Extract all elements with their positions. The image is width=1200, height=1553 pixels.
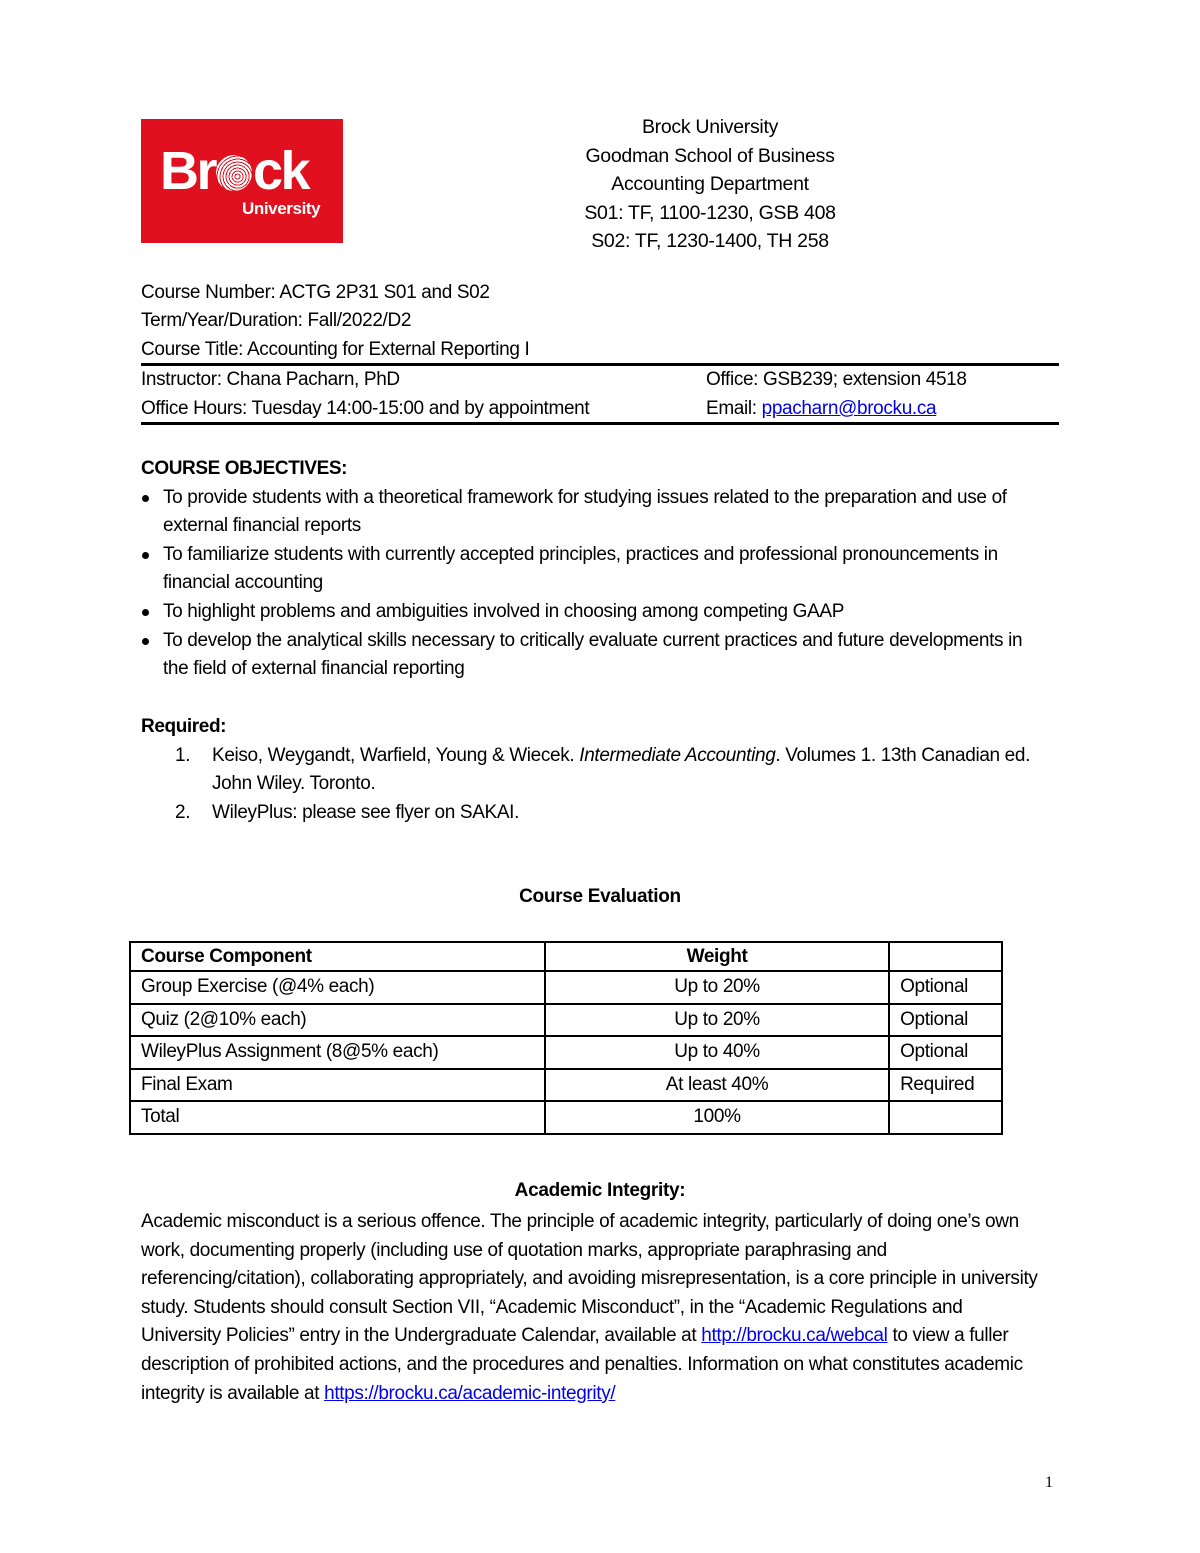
status-cell: Optional <box>889 1036 1002 1069</box>
brock-university-logo <box>141 119 343 243</box>
course-objectives <box>141 455 1041 684</box>
textbook-authors: Keiso, Weygandt, Warfield, Young & Wiecek. <box>212 744 580 766</box>
list-number: 1. <box>175 744 191 766</box>
logo-text-br: Br <box>160 141 216 201</box>
textbook-title: Intermediate Accounting <box>579 744 776 766</box>
weight-cell: 100% <box>545 1101 889 1134</box>
email-link[interactable]: ppacharn@brocku.ca <box>761 398 937 419</box>
weight-cell: At least 40% <box>545 1069 889 1102</box>
document-header <box>500 113 920 256</box>
course-info <box>141 279 1059 364</box>
column-header-component: Course Component <box>130 942 545 971</box>
component-cell: Group Exercise (@4% each) <box>130 971 545 1004</box>
header-school: Goodman School of Business <box>585 144 835 167</box>
page-number: 1 <box>1045 1474 1053 1491</box>
course-title: Course Title: Accounting for External Reporting I <box>141 338 530 360</box>
list-number: 2. <box>175 801 191 823</box>
objective-item: To provide students with a theoretical framework for studying issues related to the preparation and use of external financial reports <box>141 484 1041 541</box>
table-row <box>130 1004 1002 1037</box>
header-department: Accounting Department <box>611 173 809 196</box>
table-row-total <box>130 1101 1002 1134</box>
academic-integrity-link[interactable]: https://brocku.ca/academic-integrity/ <box>324 1382 616 1404</box>
webcal-link[interactable]: http://brocku.ca/webcal <box>701 1325 888 1347</box>
objective-item: To develop the analytical skills necessary to critically evaluate current practices and future developments in the field of external financial reporting <box>141 627 1041 684</box>
objective-item: To familiarize students with currently accepted principles, practices and professional pronouncements in financial accounting <box>141 541 1041 598</box>
column-header-weight: Weight <box>545 942 889 971</box>
required-list <box>141 742 1061 828</box>
weight-cell: Up to 40% <box>545 1036 889 1069</box>
header-section-s01: S01: TF, 1100-1230, GSB 408 <box>584 201 836 224</box>
integrity-text-2: to view a fuller description of prohibited actions, and the procedures and penalties. Information on what constitutes academic integrity is available at <box>141 1325 1023 1404</box>
component-cell: Quiz (2@10% each) <box>130 1004 545 1037</box>
course-number: Course Number: ACTG 2P31 S01 and S02 <box>141 282 490 303</box>
fingerprint-icon <box>216 155 252 191</box>
office-hours: Office Hours: Tuesday 14:00-15:00 and by appointment <box>141 398 590 419</box>
logo-subtitle: University <box>242 199 321 218</box>
table-header-row <box>130 942 1002 971</box>
instructor-office: Office: GSB239; extension 4518 <box>706 369 967 390</box>
table-row <box>130 1069 1002 1102</box>
course-term: Term/Year/Duration: Fall/2022/D2 <box>141 310 412 332</box>
objectives-list <box>141 484 1041 684</box>
required-heading: Required: <box>141 716 227 737</box>
divider-bottom <box>141 422 1059 425</box>
instructor-email <box>706 395 936 424</box>
table-row <box>130 1036 1002 1069</box>
component-cell: Total <box>130 1101 545 1134</box>
component-cell: Final Exam <box>130 1069 545 1102</box>
logo-wordmark <box>160 141 308 201</box>
evaluation-title: Course Evaluation <box>519 886 681 907</box>
textbook-details: . Volumes 1. 13th Canadian ed. John Wiley. Toronto. <box>212 744 1031 795</box>
weight-cell: Up to 20% <box>545 1004 889 1037</box>
email-label: Email: <box>706 398 762 419</box>
column-header-status <box>889 942 1002 971</box>
academic-integrity-title: Academic Integrity: <box>514 1180 686 1201</box>
required-materials <box>141 713 1061 827</box>
status-cell: Required <box>889 1069 1002 1102</box>
header-section-s02: S02: TF, 1230-1400, TH 258 <box>591 230 829 253</box>
wileyplus-note: WileyPlus: please see flyer on SAKAI. <box>212 801 520 823</box>
weight-cell: Up to 20% <box>545 971 889 1004</box>
required-item-textbook <box>141 742 1061 799</box>
status-cell: Optional <box>889 1004 1002 1037</box>
logo-text-ck: ck <box>253 141 309 201</box>
instructor-name: Instructor: Chana Pacharn, PhD <box>141 369 400 390</box>
component-cell: WileyPlus Assignment (8@5% each) <box>130 1036 545 1069</box>
integrity-text-1: Academic misconduct is a serious offence. The principle of academic integrity, particularly of doing one’s own work, documenting properly (including use of quotation marks, appropriate paraphrasing and referencing/citation), collaborating appropriately, and avoiding misrepresentation, is a core principle in university study. Students should consult Section VII, “Academic Misconduct”, in the “Academic Regulations and University Policies” entry in the Undergraduate Calendar, available at <box>141 1211 1038 1347</box>
status-cell: Optional <box>889 971 1002 1004</box>
evaluation-table <box>129 941 1003 1135</box>
status-cell <box>889 1101 1002 1134</box>
required-item-wileyplus <box>141 799 1061 828</box>
header-university: Brock University <box>641 116 779 138</box>
objectives-heading: COURSE OBJECTIVES: <box>141 458 348 479</box>
table-row <box>130 971 1002 1004</box>
academic-integrity-body <box>141 1208 1041 1408</box>
objective-item: To highlight problems and ambiguities involved in choosing among competing GAAP <box>141 598 1041 627</box>
